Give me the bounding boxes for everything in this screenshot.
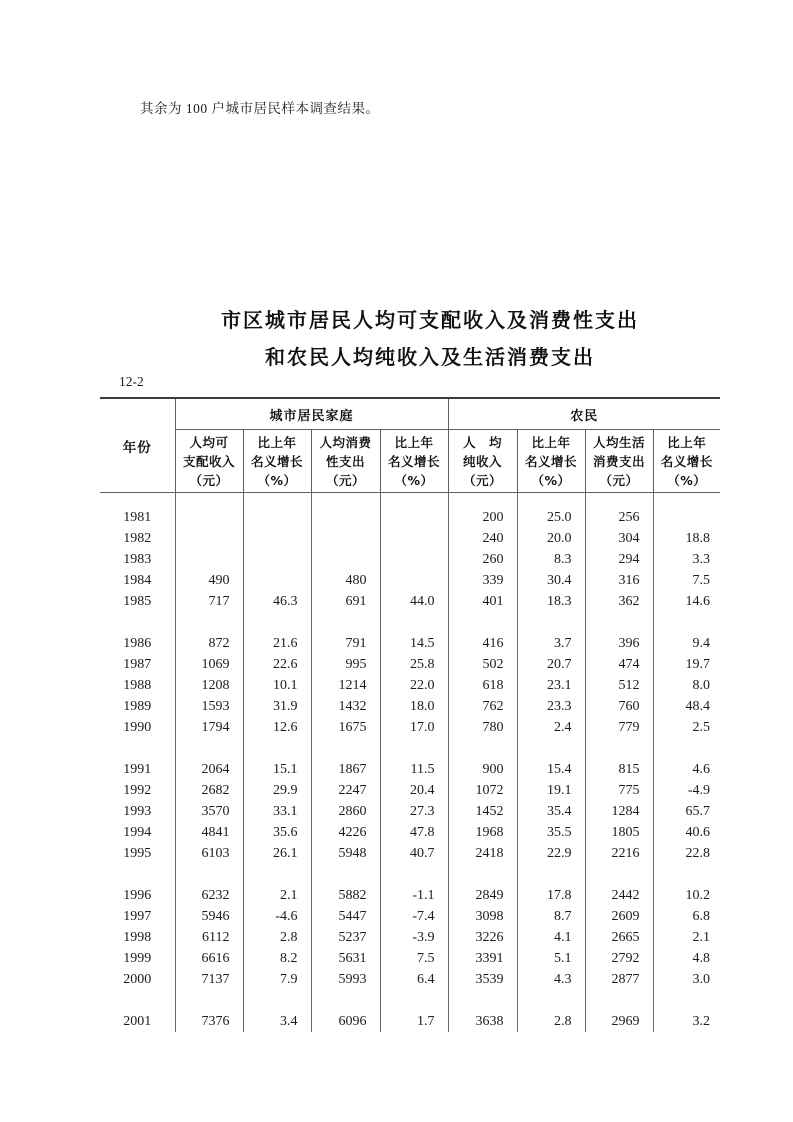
data-cell: 396 <box>585 633 653 654</box>
data-cell: 240 <box>448 528 517 549</box>
data-cell: 18.3 <box>517 591 585 612</box>
data-cell: -7.4 <box>380 906 448 927</box>
data-cell: 4.1 <box>517 927 585 948</box>
data-cell: 5631 <box>311 948 380 969</box>
year-cell: 1998 <box>100 927 175 948</box>
data-cell: 294 <box>585 549 653 570</box>
data-cell: 2.8 <box>517 1011 585 1032</box>
data-cell: 1069 <box>175 654 243 675</box>
data-cell: 618 <box>448 675 517 696</box>
data-cell: 3.2 <box>692 1014 711 1029</box>
spacer-cell <box>517 864 585 885</box>
spacer-cell <box>448 990 517 1011</box>
data-cell: 1072 <box>448 780 517 801</box>
group-header-farmers: 农民 <box>448 398 720 430</box>
data-cell: 502 <box>448 654 517 675</box>
data-cell <box>243 570 311 591</box>
data-cell: 7.5 <box>692 573 711 588</box>
spacer-cell <box>517 990 585 1011</box>
data-cell: 27.3 <box>380 801 448 822</box>
table-row <box>100 927 720 948</box>
data-cell: 5993 <box>311 969 380 990</box>
data-cell: 8.7 <box>517 906 585 927</box>
data-cell: 2665 <box>585 927 653 948</box>
data-cell: 6103 <box>175 843 243 864</box>
table-row <box>100 1011 720 1032</box>
spacer-cell <box>585 612 653 633</box>
data-cell: 7.5 <box>380 948 448 969</box>
spacer-cell <box>517 738 585 759</box>
data-cell: 3570 <box>175 801 243 822</box>
data-cell: 35.6 <box>243 822 311 843</box>
data-cell: 18.0 <box>380 696 448 717</box>
data-cell: 3.4 <box>243 1011 311 1032</box>
data-cell: 1675 <box>311 717 380 738</box>
data-cell: -4.9 <box>687 783 711 798</box>
data-cell: 8.0 <box>692 678 711 693</box>
data-cell: 22.9 <box>517 843 585 864</box>
data-cell: 1432 <box>311 696 380 717</box>
spacer-cell <box>585 990 653 1011</box>
data-cell: 760 <box>585 696 653 717</box>
spacer-row <box>100 990 720 1011</box>
data-cell: 304 <box>585 528 653 549</box>
data-cell: 2877 <box>585 969 653 990</box>
spacer-cell <box>175 864 243 885</box>
data-cell: 15.4 <box>517 759 585 780</box>
data-cell: 23.1 <box>517 675 585 696</box>
data-cell: 22.8 <box>685 846 711 861</box>
data-cell: 3.7 <box>517 633 585 654</box>
column-header: 比上年 名义增长 （%） <box>380 430 448 493</box>
data-cell <box>380 493 448 529</box>
data-cell <box>380 570 448 591</box>
spacer-cell <box>175 990 243 1011</box>
spacer-cell <box>585 864 653 885</box>
table-row <box>100 906 720 927</box>
spacer-cell <box>653 738 720 759</box>
year-cell: 1991 <box>100 759 175 780</box>
data-cell: 7.9 <box>243 969 311 990</box>
table-row <box>100 675 720 696</box>
data-cell: 14.6 <box>685 594 711 609</box>
data-cell: 19.7 <box>685 657 711 672</box>
data-cell: 35.4 <box>517 801 585 822</box>
data-cell: 5447 <box>311 906 380 927</box>
spacer-cell <box>100 612 175 633</box>
data-cell: 3226 <box>448 927 517 948</box>
data-cell: 775 <box>585 780 653 801</box>
data-cell: 1452 <box>448 801 517 822</box>
data-cell: 8.3 <box>517 549 585 570</box>
data-cell: 717 <box>175 591 243 612</box>
year-cell: 1999 <box>100 948 175 969</box>
data-cell: 23.3 <box>517 696 585 717</box>
data-cell: 5237 <box>311 927 380 948</box>
data-cell: 316 <box>585 570 653 591</box>
data-cell: 14.5 <box>380 633 448 654</box>
data-cell: 2860 <box>311 801 380 822</box>
data-cell: 3.3 <box>692 552 711 567</box>
spacer-cell <box>653 990 720 1011</box>
data-cell: 362 <box>585 591 653 612</box>
year-cell: 1990 <box>100 717 175 738</box>
data-cell: 1284 <box>585 801 653 822</box>
data-cell: 815 <box>585 759 653 780</box>
spacer-cell <box>100 864 175 885</box>
data-cell: 1794 <box>175 717 243 738</box>
data-cell: 791 <box>311 633 380 654</box>
data-cell: 6112 <box>175 927 243 948</box>
spacer-cell <box>517 612 585 633</box>
table-row <box>100 654 720 675</box>
table-row <box>100 633 720 654</box>
data-cell: 9.4 <box>692 636 711 651</box>
data-cell: 3.0 <box>692 972 711 987</box>
data-cell <box>380 528 448 549</box>
table-row <box>100 591 720 612</box>
data-cell: 490 <box>175 570 243 591</box>
data-cell: 31.9 <box>243 696 311 717</box>
spacer-cell <box>175 612 243 633</box>
year-cell: 1982 <box>100 528 175 549</box>
data-cell: 416 <box>448 633 517 654</box>
spacer-row <box>100 612 720 633</box>
data-cell: 20.0 <box>517 528 585 549</box>
data-cell: 256 <box>585 493 653 529</box>
spacer-cell <box>380 612 448 633</box>
data-cell: 44.0 <box>380 591 448 612</box>
data-cell <box>311 528 380 549</box>
year-cell: 1985 <box>100 591 175 612</box>
data-cell: 26.1 <box>243 843 311 864</box>
data-cell: 4.3 <box>517 969 585 990</box>
year-cell: 1983 <box>100 549 175 570</box>
data-cell: 5882 <box>311 885 380 906</box>
table-row <box>100 717 720 738</box>
table-row <box>100 843 720 864</box>
data-cell: 1593 <box>175 696 243 717</box>
spacer-row <box>100 738 720 759</box>
spacer-cell <box>448 738 517 759</box>
year-cell: 1989 <box>100 696 175 717</box>
data-cell: 200 <box>448 493 517 529</box>
data-cell: 6.8 <box>692 909 711 924</box>
data-cell: 6.4 <box>380 969 448 990</box>
data-cell: -3.9 <box>380 927 448 948</box>
year-cell: 1986 <box>100 633 175 654</box>
year-cell: 1994 <box>100 822 175 843</box>
data-cell: 33.1 <box>243 801 311 822</box>
page-title <box>110 302 750 376</box>
data-cell: 11.5 <box>380 759 448 780</box>
data-cell: 6232 <box>175 885 243 906</box>
data-cell: 2.4 <box>517 717 585 738</box>
data-cell: 20.4 <box>380 780 448 801</box>
data-cell <box>243 528 311 549</box>
table-row <box>100 801 720 822</box>
data-cell: 6616 <box>175 948 243 969</box>
spacer-cell <box>448 612 517 633</box>
year-cell: 1992 <box>100 780 175 801</box>
spacer-cell <box>653 864 720 885</box>
data-cell: 48.4 <box>685 699 711 714</box>
data-cell: 21.6 <box>243 633 311 654</box>
data-cell: 3098 <box>448 906 517 927</box>
spacer-cell <box>100 738 175 759</box>
data-cell: 779 <box>585 717 653 738</box>
data-cell: 47.8 <box>380 822 448 843</box>
data-cell <box>311 549 380 570</box>
data-cell: 35.5 <box>517 822 585 843</box>
data-cell: 2.5 <box>692 720 711 735</box>
data-cell <box>175 493 243 529</box>
year-column-header: 年份 <box>100 398 175 493</box>
data-cell: 2792 <box>585 948 653 969</box>
data-cell: 691 <box>311 591 380 612</box>
spacer-cell <box>100 990 175 1011</box>
column-header-row <box>100 430 720 493</box>
data-cell: 7137 <box>175 969 243 990</box>
data-cell: 12.6 <box>243 717 311 738</box>
spacer-cell <box>311 738 380 759</box>
data-cell: 2064 <box>175 759 243 780</box>
data-cell: 17.8 <box>517 885 585 906</box>
title-line-2: 和农民人均纯收入及生活消费支出 <box>265 345 595 369</box>
data-cell: 4226 <box>311 822 380 843</box>
data-cell: 4.6 <box>692 762 711 777</box>
spacer-cell <box>653 612 720 633</box>
data-cell: 2969 <box>585 1011 653 1032</box>
data-cell: 2609 <box>585 906 653 927</box>
year-cell: 1984 <box>100 570 175 591</box>
data-cell: 2418 <box>448 843 517 864</box>
table-row <box>100 549 720 570</box>
column-header: 比上年 名义增长 （%） <box>517 430 585 493</box>
data-cell: 762 <box>448 696 517 717</box>
year-cell: 1996 <box>100 885 175 906</box>
footnote-continuation-text: 其余为 100 户城市居民样本调查结果。 <box>140 101 380 116</box>
spacer-cell <box>243 864 311 885</box>
spacer-cell <box>380 990 448 1011</box>
table-row <box>100 948 720 969</box>
data-cell: 18.8 <box>685 531 711 546</box>
data-cell: 3539 <box>448 969 517 990</box>
data-cell: 2682 <box>175 780 243 801</box>
data-cell: 3391 <box>448 948 517 969</box>
data-cell: 5948 <box>311 843 380 864</box>
table-row <box>100 780 720 801</box>
data-cell: 10.2 <box>685 888 711 903</box>
data-cell <box>175 549 243 570</box>
table-row <box>100 885 720 906</box>
data-cell: 22.0 <box>380 675 448 696</box>
data-cell <box>175 528 243 549</box>
column-header: 比上年 名义增长 （%） <box>653 430 720 493</box>
data-cell: 2.1 <box>692 930 711 945</box>
spacer-cell <box>311 612 380 633</box>
data-cell: 29.9 <box>243 780 311 801</box>
data-cell: 1214 <box>311 675 380 696</box>
table-row <box>100 822 720 843</box>
data-cell: 2.1 <box>243 885 311 906</box>
table-row <box>100 528 720 549</box>
group-header-row <box>100 398 720 430</box>
table-number: 12-2 <box>119 374 144 389</box>
spacer-cell <box>243 738 311 759</box>
column-header: 人 均 纯收入 （元） <box>448 430 517 493</box>
data-cell: 2247 <box>311 780 380 801</box>
data-cell: 1867 <box>311 759 380 780</box>
data-cell: 5.1 <box>517 948 585 969</box>
spacer-cell <box>243 990 311 1011</box>
year-cell: 1987 <box>100 654 175 675</box>
data-cell: 872 <box>175 633 243 654</box>
table-row <box>100 696 720 717</box>
data-cell: 22.6 <box>243 654 311 675</box>
data-cell: 512 <box>585 675 653 696</box>
group-header-urban-households: 城市居民家庭 <box>175 398 448 430</box>
data-cell: 1.7 <box>380 1011 448 1032</box>
data-cell: 25.8 <box>380 654 448 675</box>
column-header: 人均消费 性支出 （元） <box>311 430 380 493</box>
data-cell: 1968 <box>448 822 517 843</box>
data-cell: 40.6 <box>685 825 711 840</box>
year-cell: 2001 <box>100 1011 175 1032</box>
table-row <box>100 969 720 990</box>
data-cell: 46.3 <box>243 591 311 612</box>
data-cell: 1805 <box>585 822 653 843</box>
data-cell: 6096 <box>311 1011 380 1032</box>
data-cell: 2849 <box>448 885 517 906</box>
spacer-cell <box>585 738 653 759</box>
year-cell: 2000 <box>100 969 175 990</box>
spacer-row <box>100 864 720 885</box>
data-cell <box>653 493 720 529</box>
data-cell: 30.4 <box>517 570 585 591</box>
data-cell: -4.6 <box>243 906 311 927</box>
year-cell: 1995 <box>100 843 175 864</box>
spacer-cell <box>380 864 448 885</box>
data-cell: 474 <box>585 654 653 675</box>
data-cell: 65.7 <box>685 804 711 819</box>
data-cell: 2442 <box>585 885 653 906</box>
data-cell: 10.1 <box>243 675 311 696</box>
data-cell: 2.8 <box>243 927 311 948</box>
data-cell: 780 <box>448 717 517 738</box>
table-row <box>100 570 720 591</box>
data-cell <box>243 549 311 570</box>
data-cell: 5946 <box>175 906 243 927</box>
spacer-cell <box>311 990 380 1011</box>
title-line-1: 市区城市居民人均可支配收入及消费性支出 <box>221 308 639 332</box>
column-header: 人均生活 消费支出 （元） <box>585 430 653 493</box>
statistics-table <box>100 397 720 1032</box>
data-cell: 995 <box>311 654 380 675</box>
data-cell: 1208 <box>175 675 243 696</box>
data-cell: 25.0 <box>517 493 585 529</box>
spacer-cell <box>175 738 243 759</box>
column-header: 比上年 名义增长 （%） <box>243 430 311 493</box>
data-cell: 339 <box>448 570 517 591</box>
year-cell: 1997 <box>100 906 175 927</box>
data-cell <box>380 549 448 570</box>
data-cell: 3638 <box>448 1011 517 1032</box>
data-cell: 15.1 <box>243 759 311 780</box>
column-header: 人均可 支配收入 （元） <box>175 430 243 493</box>
data-cell: 2216 <box>585 843 653 864</box>
data-cell: 480 <box>311 570 380 591</box>
table-row <box>100 493 720 529</box>
data-cell: 8.2 <box>243 948 311 969</box>
year-cell: 1993 <box>100 801 175 822</box>
data-cell: 260 <box>448 549 517 570</box>
data-cell: 19.1 <box>517 780 585 801</box>
spacer-cell <box>243 612 311 633</box>
data-cell <box>243 493 311 529</box>
data-cell: 4841 <box>175 822 243 843</box>
year-cell: 1981 <box>100 493 175 529</box>
data-cell: 40.7 <box>380 843 448 864</box>
data-cell: 7376 <box>175 1011 243 1032</box>
data-cell: 900 <box>448 759 517 780</box>
data-cell: -1.1 <box>380 885 448 906</box>
spacer-cell <box>311 864 380 885</box>
data-cell: 20.7 <box>517 654 585 675</box>
data-cell <box>311 493 380 529</box>
spacer-cell <box>448 864 517 885</box>
data-cell: 401 <box>448 591 517 612</box>
year-cell: 1988 <box>100 675 175 696</box>
data-cell: 17.0 <box>380 717 448 738</box>
data-cell: 4.8 <box>692 951 711 966</box>
spacer-cell <box>380 738 448 759</box>
table-row <box>100 759 720 780</box>
